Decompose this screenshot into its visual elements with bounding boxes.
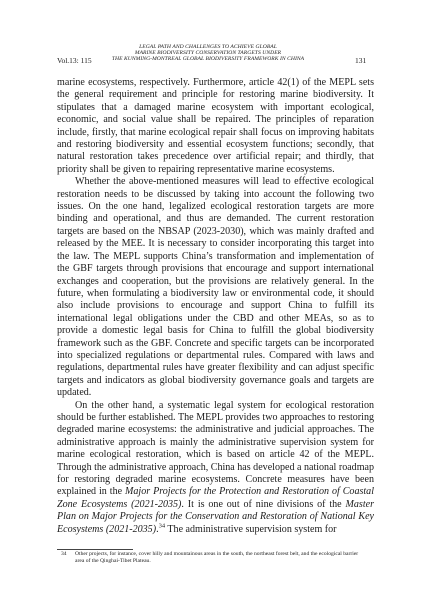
page-number: 131: [355, 56, 367, 65]
paragraph-text: . It is one out of nine divisions of the: [181, 498, 346, 510]
footnote-number: 34: [61, 551, 67, 557]
footnote-ref[interactable]: 34: [158, 522, 166, 530]
article-body: [57, 77, 374, 536]
footnote-text: Other projects, for instance, cover hilly and mountainous areas in the south, the northeast forest belt, and the ecological barrier: [75, 551, 359, 557]
page-header: [0, 0, 427, 70]
running-title-line: MARINE BIODIVERSITY CONSERVATION TARGETS UNDER: [134, 50, 282, 57]
running-title: [110, 44, 306, 63]
italic-title: Master Plan on Major Projects for the Conservation and Restoration of National Key Ecosystems (2021-2035): [57, 498, 374, 535]
footnote-divider: [57, 549, 133, 550]
paragraph: marine ecosystems, respectively. Furthermore, article 42(1) of the MEPL sets the general requirement and principle for restoring marine biodiversity. It stipulates that a damaged marine ecosystem with important ecological, economic, and social value shall be repaired. The principles of reparation include, firstly, that marine ecological repair shall focus on improving habitats and restoring biodiversity and essential ecosystem functions; secondly, that natural restoration takes precedence over artificial repair; and thirdly, that priority shall be given to repairing representative marine ecosystems.: [57, 77, 374, 175]
paragraph: Whether the above-mentioned measures will lead to effective ecological restoration needs to be discussed by taking into account the following two issues. On the one hand, legalized ecological restoration targets are more binding and operational, and thus are demanded. The current restoration targets are based on the NBSAP (2023-2030), which was mainly drafted and released by the MEE. It is necessary to consider incorporating this target into the law. The MEPL supports China’s transformation and implementation of the GBF targets through provisions that encourage and support international exchanges and cooperation, but the provisions are relatively general. In the future, when formulating a biodiversity law or environmental code, it should also include provisions to encourage and support China to fulfill its international legal obligations under the CBD and other MEAs, so as to provide a domestic legal basis for China to fulfill the global biodiversity framework such as the GBF. Concrete and specific targets can be incorporated into specialized regulations or departmental rules. Compared with laws and regulations, departmental rules have greater flexibility and can adjust specific targets and indicators as global biodiversity governance goals and targets are updated.: [57, 176, 374, 399]
running-title-line: THE KUNMING-MONTREAL GLOBAL BIODIVERSITY FRAMEWORK IN CHINA: [111, 56, 305, 63]
paragraph-text: The administrative supervision system for: [165, 523, 337, 535]
paragraph-text: On the other hand, a systematic legal system for ecological restoration should be further established. The MEPL provides two approaches to restoring degraded marine ecosystems: the administrative and judicial approaches. The administrative approach is mainly the administrative supervision system for marine ecological restoration, which is based on article 42 of the MEPL. Through the administrative approach, China has developed a national roadmap for restoring degraded marine ecosystems. Concrete measures have been explained in the: [57, 399, 374, 498]
footnote-text: area of the Qinghai-Tibet Plateau.: [75, 558, 151, 565]
running-title-line: LEGAL PATH AND CHALLENGES TO ACHIEVE GLOBAL: [139, 44, 277, 50]
italic-title: Major Projects for the Protection and Restoration of Coastal Zone Ecosystems (2021-2035): [57, 486, 374, 510]
footnote: [57, 551, 374, 566]
volume-label: Vol.13: 115: [57, 56, 92, 65]
paragraph-text: .: [156, 523, 159, 535]
paragraph: [57, 400, 374, 536]
